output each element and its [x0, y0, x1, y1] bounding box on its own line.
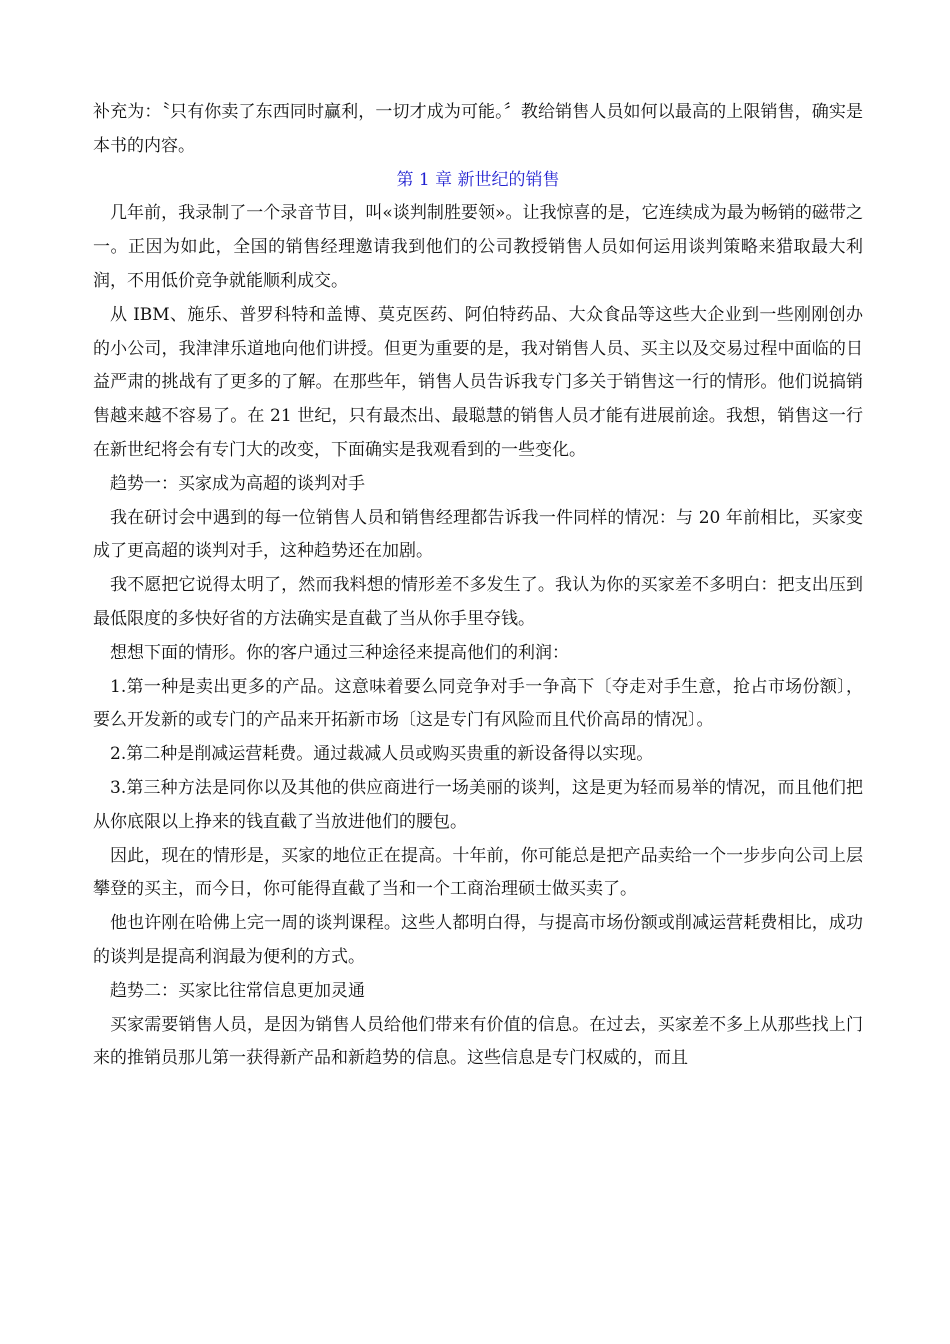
- paragraph-7: 他也许刚在哈佛上完一周的谈判课程。这些人都明白得，与提高市场份额或削减运营耗费相比，成功的谈判是提高利润最为便利的方式。: [93, 913, 863, 967]
- list-item-2: 2.第二种是削减运营耗费。通过裁减人员或购买贵重的新设备得以实现。: [110, 744, 654, 765]
- paragraph-3: 我在研讨会中遇到的每一位销售人员和销售经理都告诉我一件同样的情况：与 20 年前相比，买家变成了更高超的谈判对手，这种趋势还在加剧。: [93, 507, 864, 562]
- chapter-heading: 第 1 章 新世纪的销售: [396, 169, 560, 190]
- list-item-1: 1.第一种是卖出更多的产品。这意味着要么同竞争对手一争高下〔夺走对手生意，抢占市场份额〕，要么开发新的或专门的产品来开拓新市场〔这是专门有风险而且代价高昂的情况〕。: [93, 676, 863, 731]
- paragraph-2: 从 IBM、施乐、普罗科特和盖博、莫克医药、阿伯特药品、大众食品等这些大企业到一些刚刚创办的小公司，我津津乐道地向他们讲授。但更为重要的是，我对销售人员、买主以及交易过程中面临的日益严肃的挑战有了更多的了解。在那些年，销售人员告诉我专门多关于销售这一行的情形。他们说搞销售越来越不容易了。在 21 世纪，只有最杰出、最聪慧的销售人员才能有进展前途。我想，销售这一行在新世纪将会有专门大的改变，下面确实是我观看到的一些变化。: [93, 304, 863, 460]
- trend-heading-2: 趋势二：买家比往常信息更加灵通: [110, 980, 365, 1001]
- paragraph-1: 几年前，我录制了一个录音节目，叫«谈判制胜要领»。让我惊喜的是，它连续成为最为畅销的磁带之一。正因为如此，全国的销售经理邀请我到他们的公司教授销售人员如何运用谈判策略来猎取最大利润，不用低价竞争就能顺利成交。: [93, 203, 863, 291]
- paragraph-5: 想想下面的情形。你的客户通过三种途径来提高他们的利润：: [110, 642, 569, 663]
- trend-heading-1: 趋势一：买家成为高超的谈判对手: [110, 473, 365, 494]
- paragraph-6: 因此，现在的情形是，买家的地位正在提高。十年前，你可能总是把产品卖给一个一步步向公司上层攀登的买主，而今日，你可能得直截了当和一个工商治理硕士做买卖了。: [93, 845, 863, 900]
- paragraph-8: 买家需要销售人员，是因为销售人员给他们带来有价值的信息。在过去，买家差不多上从那些找上门来的推销员那儿第一获得新产品和新趋势的信息。这些信息是专门权威的，而且: [93, 1014, 863, 1069]
- list-item-3: 3.第三种方法是同你以及其他的供应商进行一场美丽的谈判，这是更为轻而易举的情况，而且他们把从你底限以上挣来的钱直截了当放进他们的腰包。: [93, 777, 863, 832]
- document-page: [93, 96, 863, 1076]
- paragraph-4: 我不愿把它说得太明了，然而我料想的情形差不多发生了。我认为你的买家差不多明白：把支出压到最低限度的多快好省的方法确实是直截了当从你手里夺钱。: [93, 575, 863, 629]
- intro-paragraph: 补充为：〝只有你卖了东西同时赢利，一切才成为可能。〞教给销售人员如何以最高的上限销售，确实是本书的内容。: [93, 102, 863, 156]
